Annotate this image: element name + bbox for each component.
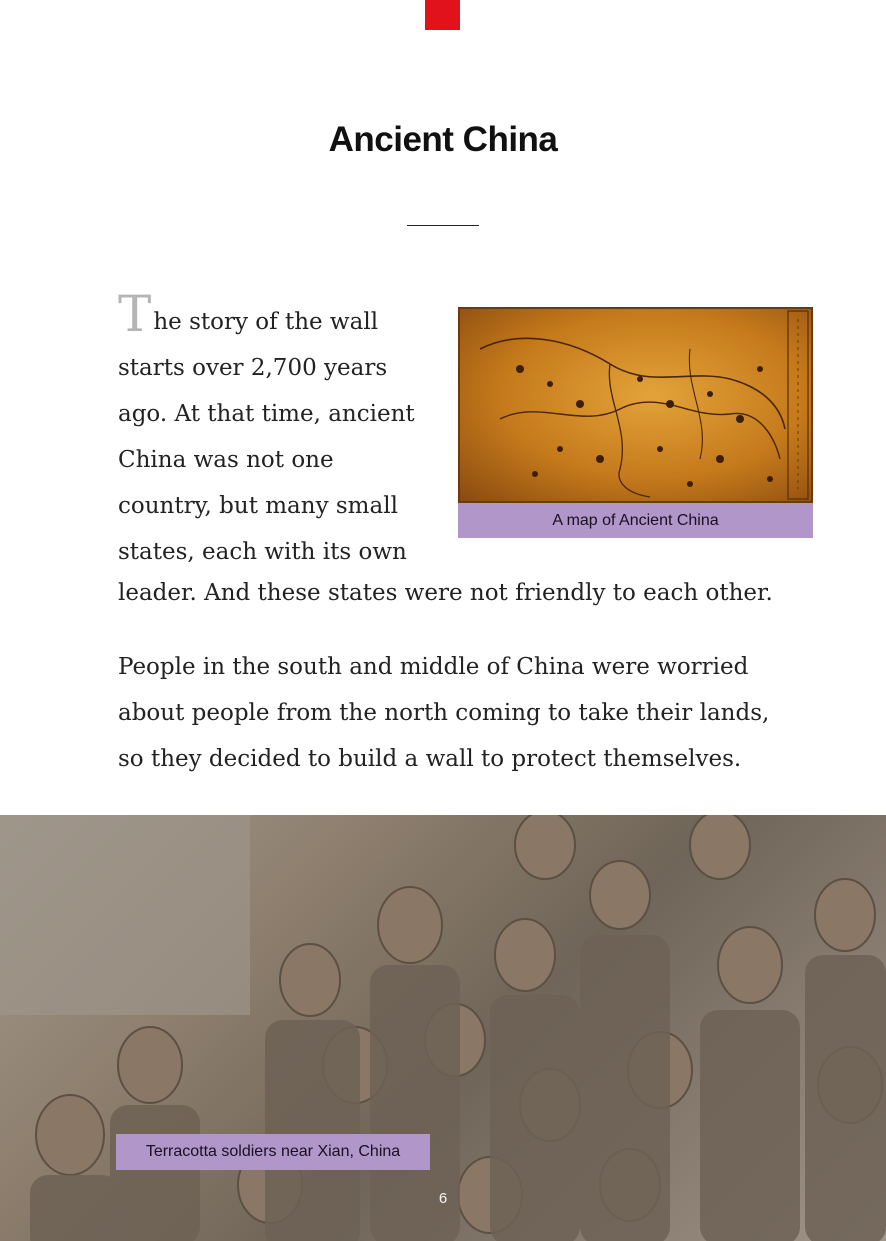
red-page-tab: [425, 0, 460, 30]
intro-line: country, but many small: [118, 493, 398, 519]
map-figure: [458, 307, 813, 538]
intro-line: starts over 2,700 years: [118, 355, 388, 381]
paragraph-line: People in the south and middle of China were worried: [118, 654, 749, 680]
page-title: Ancient China: [328, 120, 558, 159]
intro-line: China was not one: [118, 447, 334, 473]
intro-line: ago. At that time, ancient: [118, 401, 415, 427]
terracotta-soldiers-photo: [0, 815, 886, 1241]
page-number: 6: [438, 1190, 448, 1207]
photo-caption: Terracotta soldiers near Xian, China: [116, 1134, 430, 1170]
intro-paragraph: [118, 285, 428, 575]
map-caption: A map of Ancient China: [458, 503, 813, 538]
second-paragraph: [118, 644, 818, 782]
intro-line: states, each with its own: [118, 539, 407, 565]
paragraph-line: so they decided to build a wall to protect themselves.: [118, 746, 742, 772]
ancient-china-map-image: [458, 307, 813, 503]
terracotta-illustration: [0, 815, 886, 1241]
paragraph-line: about people from the north coming to take their lands,: [118, 700, 770, 726]
intro-final-line: leader. And these states were not friendly to each other.: [118, 580, 773, 606]
map-illustration: [460, 309, 811, 501]
title-rule: [407, 225, 479, 226]
drop-cap: T: [118, 285, 152, 343]
intro-line: The story of the wall: [118, 285, 379, 343]
